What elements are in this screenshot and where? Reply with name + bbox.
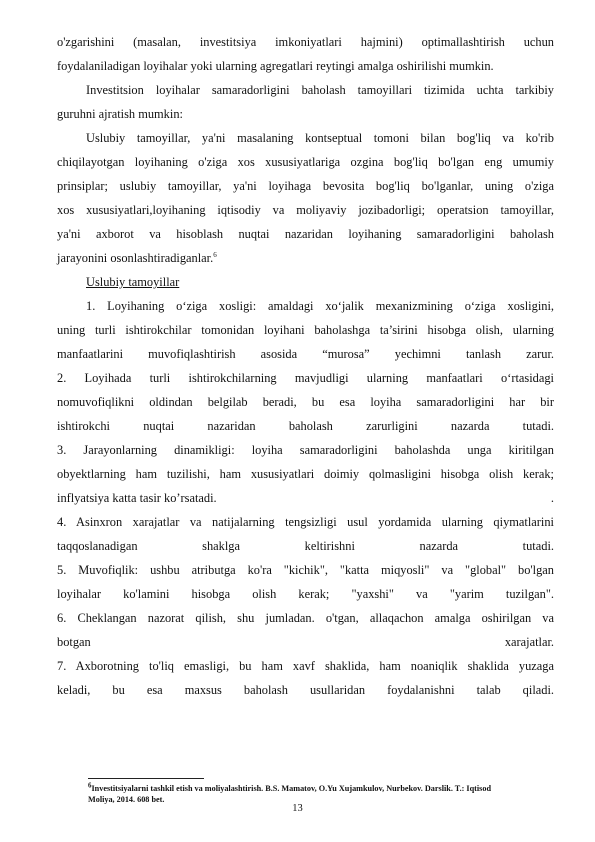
text-line-content: botgan [57,635,91,649]
text-line-content: inflyatsiya katta tasir ko’rsatadi. [57,491,217,505]
text-line: 1. Loyihaning o‘ziga xosligi: amaldagi xo‘jalik mexanizmining o‘ziga xosligini, [86,299,554,313]
section-heading [57,270,554,294]
text-line: prinsiplar; uslubiy tamoyillar, ya'ni loyihaga bevosita bog'liq bo'lganlar, uning o'ziga [57,179,554,193]
text-line: uning turli ishtirokchilar tomonidan loyihani baholashga ta’sirini hisobga olish, ularning [57,323,554,337]
text-line: nomuvofiqlikni oldindan belgilab beradi, bu esa loyiha samaradorligini har bir [57,395,554,409]
text-line-content: jarayonini osonlashtiradiganlar. [57,251,214,265]
footnote-mark: 6 [88,781,92,790]
text-line: xos xususiyatlari,loyihaning iqtisodiy va moliyaviy jozibadorligi; operatsion tamoyillar, [57,203,554,217]
text-line: 6. Cheklangan nazorat qilish, shu jumladan. o'tgan, allaqachon amalga oshirilgan va [57,611,554,625]
text-line: Investitsion loyihalar samaradorligini baholash tamoyillari tizimida uchta tarkibiy [86,83,554,97]
text-line: obyektlarning ham tuzilishi, ham xususiyatlari doimiy qolmasligini hisobga olish kerak; [57,467,554,481]
footnote-reference: 6 [213,250,217,259]
text-line: 2. Loyihada turli ishtirokchilarning mavjudligi ularning manfaatlari o‘rtasidagi [57,371,554,385]
text-line: o'zgarishini (masalan, investitsiya imkoniyatlari hajmini) optimallashtirish uchun [57,35,554,49]
section-heading-text: Uslubiy tamoyillar [86,275,180,289]
footnote-text: Investitsiyalarni tashkil etish va moliyalashtirish. B.S. Mamatov, O.Yu Xujamkulov, Nurbekov. Darslik. T.: Iqtisod [91,784,492,793]
document-body [57,30,554,702]
text-line: keladi, bu esa maxsus baholash usullaridan foydalanishni talab qiladi. [57,683,554,697]
text-line: 3. Jarayonlarning dinamikligi: loyiha samaradorligini baholashda unga kiritilgan [57,443,554,457]
text-line: ya'ni axborot va hisoblash nuqtai nazaridan loyihaning samaradorligini baholash [57,227,554,241]
text-line [57,630,554,654]
footnote-separator [88,778,204,779]
footnote-line: Moliya, 2014. 608 bet. [88,795,165,804]
footnote [88,783,555,805]
text-line: taqqoslanadigan shaklga keltirishni nazarda tutadi. [57,539,554,553]
text-line [57,486,554,510]
text-line [57,246,554,270]
text-line: guruhni ajratish mumkin: [57,107,183,121]
text-line: chiqilayotgan loyihaning o'ziga xos xususiyatlariga ozgina bog'liq bo'lgan eng umumiy [57,155,554,169]
text-line: 7. Axborotning to'liq emasligi, bu ham xavf shaklida, ham noaniqlik shaklida yuzaga [57,659,554,673]
text-line-content: xarajatlar. [504,635,554,649]
text-line-dot: . [550,491,554,505]
text-line: manfaatlarini muvofiqlashtirish asosida “murosa” yechimni tanlash zarur. [57,347,554,361]
text-line: Uslubiy tamoyillar, ya'ni masalaning kontseptual tomoni bilan bog'liq va ko'rib [86,131,554,145]
text-line: loyihalar ko'lamini hisobga olish kerak; "yaxshi" va "yarim tuzilgan". [57,587,554,601]
text-line: ishtirokchi nuqtai nazaridan baholash zarurligini nazarda tutadi. [57,419,554,433]
text-line: foydalaniladigan loyihalar yoki ularning agregatlari reytingi amalga oshirilishi mumkin. [57,59,494,73]
text-line: 4. Asinxron xarajatlar va natijalarning tengsizligi usul yordamida ularning qiymatlarini [57,515,554,529]
footnote-line [88,783,555,794]
page-number: 13 [292,803,303,814]
text-line: 5. Muvofiqlik: ushbu atributga ko'ra "kichik", "katta miqyosli" va "global" bo'lgan [57,563,554,577]
